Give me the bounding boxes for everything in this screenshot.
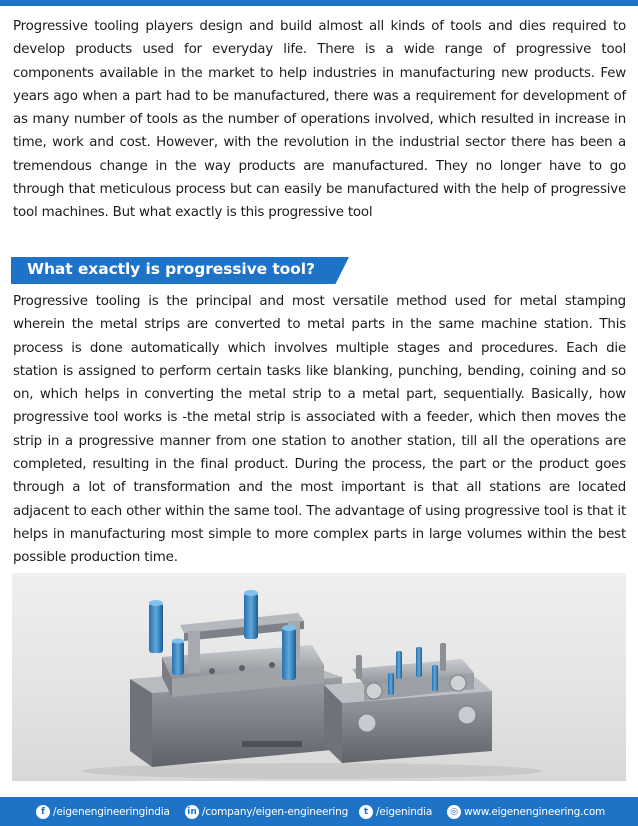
top-accent-bar bbox=[0, 0, 638, 6]
linkedin-handle: /company/eigen-engineering bbox=[202, 806, 349, 818]
section-heading: What exactly is progressive tool? bbox=[27, 260, 315, 278]
footer-linkedin-link[interactable] bbox=[185, 804, 348, 820]
section-heading-banner bbox=[11, 253, 351, 286]
facebook-handle: /eigenengineeringindia bbox=[53, 806, 170, 818]
right-die-set bbox=[324, 643, 492, 763]
footer-website-link[interactable] bbox=[447, 804, 605, 820]
globe-icon: ◎ bbox=[447, 805, 461, 819]
left-die-set bbox=[130, 590, 342, 767]
body-paragraph: Progressive tooling is the principal and most versatile method used for metal stamping wherein the metal strips are converted to metal parts in the same machine station. This process is done automatically which involves multiple stages and procedures. Each die station is assigned to perform certain tasks like blanking, punching, bending, coining and so on, which helps in converting the metal strip to a metal part, sequentially. Basically, how progressive tool works is -the metal strip is associated with a feeder, which then moves the strip in a progressive manner from one station to another station, till all the operations are completed, resulting in the final product. During the process, the part or the product goes through a lot of transformation and the most important is that all stations are located adjacent to each other within the same tool. The advantage of using progressive tool is that it helps in manufacturing most simple to more complex parts in large volumes within the best possible production time. bbox=[13, 294, 626, 566]
footer-bar bbox=[0, 797, 638, 826]
facebook-icon: f bbox=[36, 805, 50, 819]
intro-paragraph: Progressive tooling players design and build almost all kinds of tools and dies required to develop products used for everyday life. There is a wide range of progressive tool components available in the market to help industries in manufacturing new products. Few years ago when a part had to be manufactured, there was a requirement for development of as many number of tools as the number of operations involved, which resulted in increase in time, work and cost. However, with the revolution in the industrial sector there has been a tremendous change in the way products are manufactured. They no longer have to go through that meticulous process but can easily be manufactured with the help of progressive tool machines. But what exactly is this progressive tool bbox=[13, 19, 626, 221]
progressive-tool-illustration bbox=[12, 573, 626, 781]
twitter-handle: /eigenindia bbox=[376, 806, 433, 818]
linkedin-icon: in bbox=[185, 805, 199, 819]
website-url: www.eigenengineering.com bbox=[464, 806, 606, 818]
footer-facebook-link[interactable] bbox=[36, 804, 170, 820]
twitter-icon: t bbox=[359, 805, 373, 819]
progressive-tool-photo bbox=[12, 573, 626, 781]
footer-twitter-link[interactable] bbox=[359, 804, 432, 820]
